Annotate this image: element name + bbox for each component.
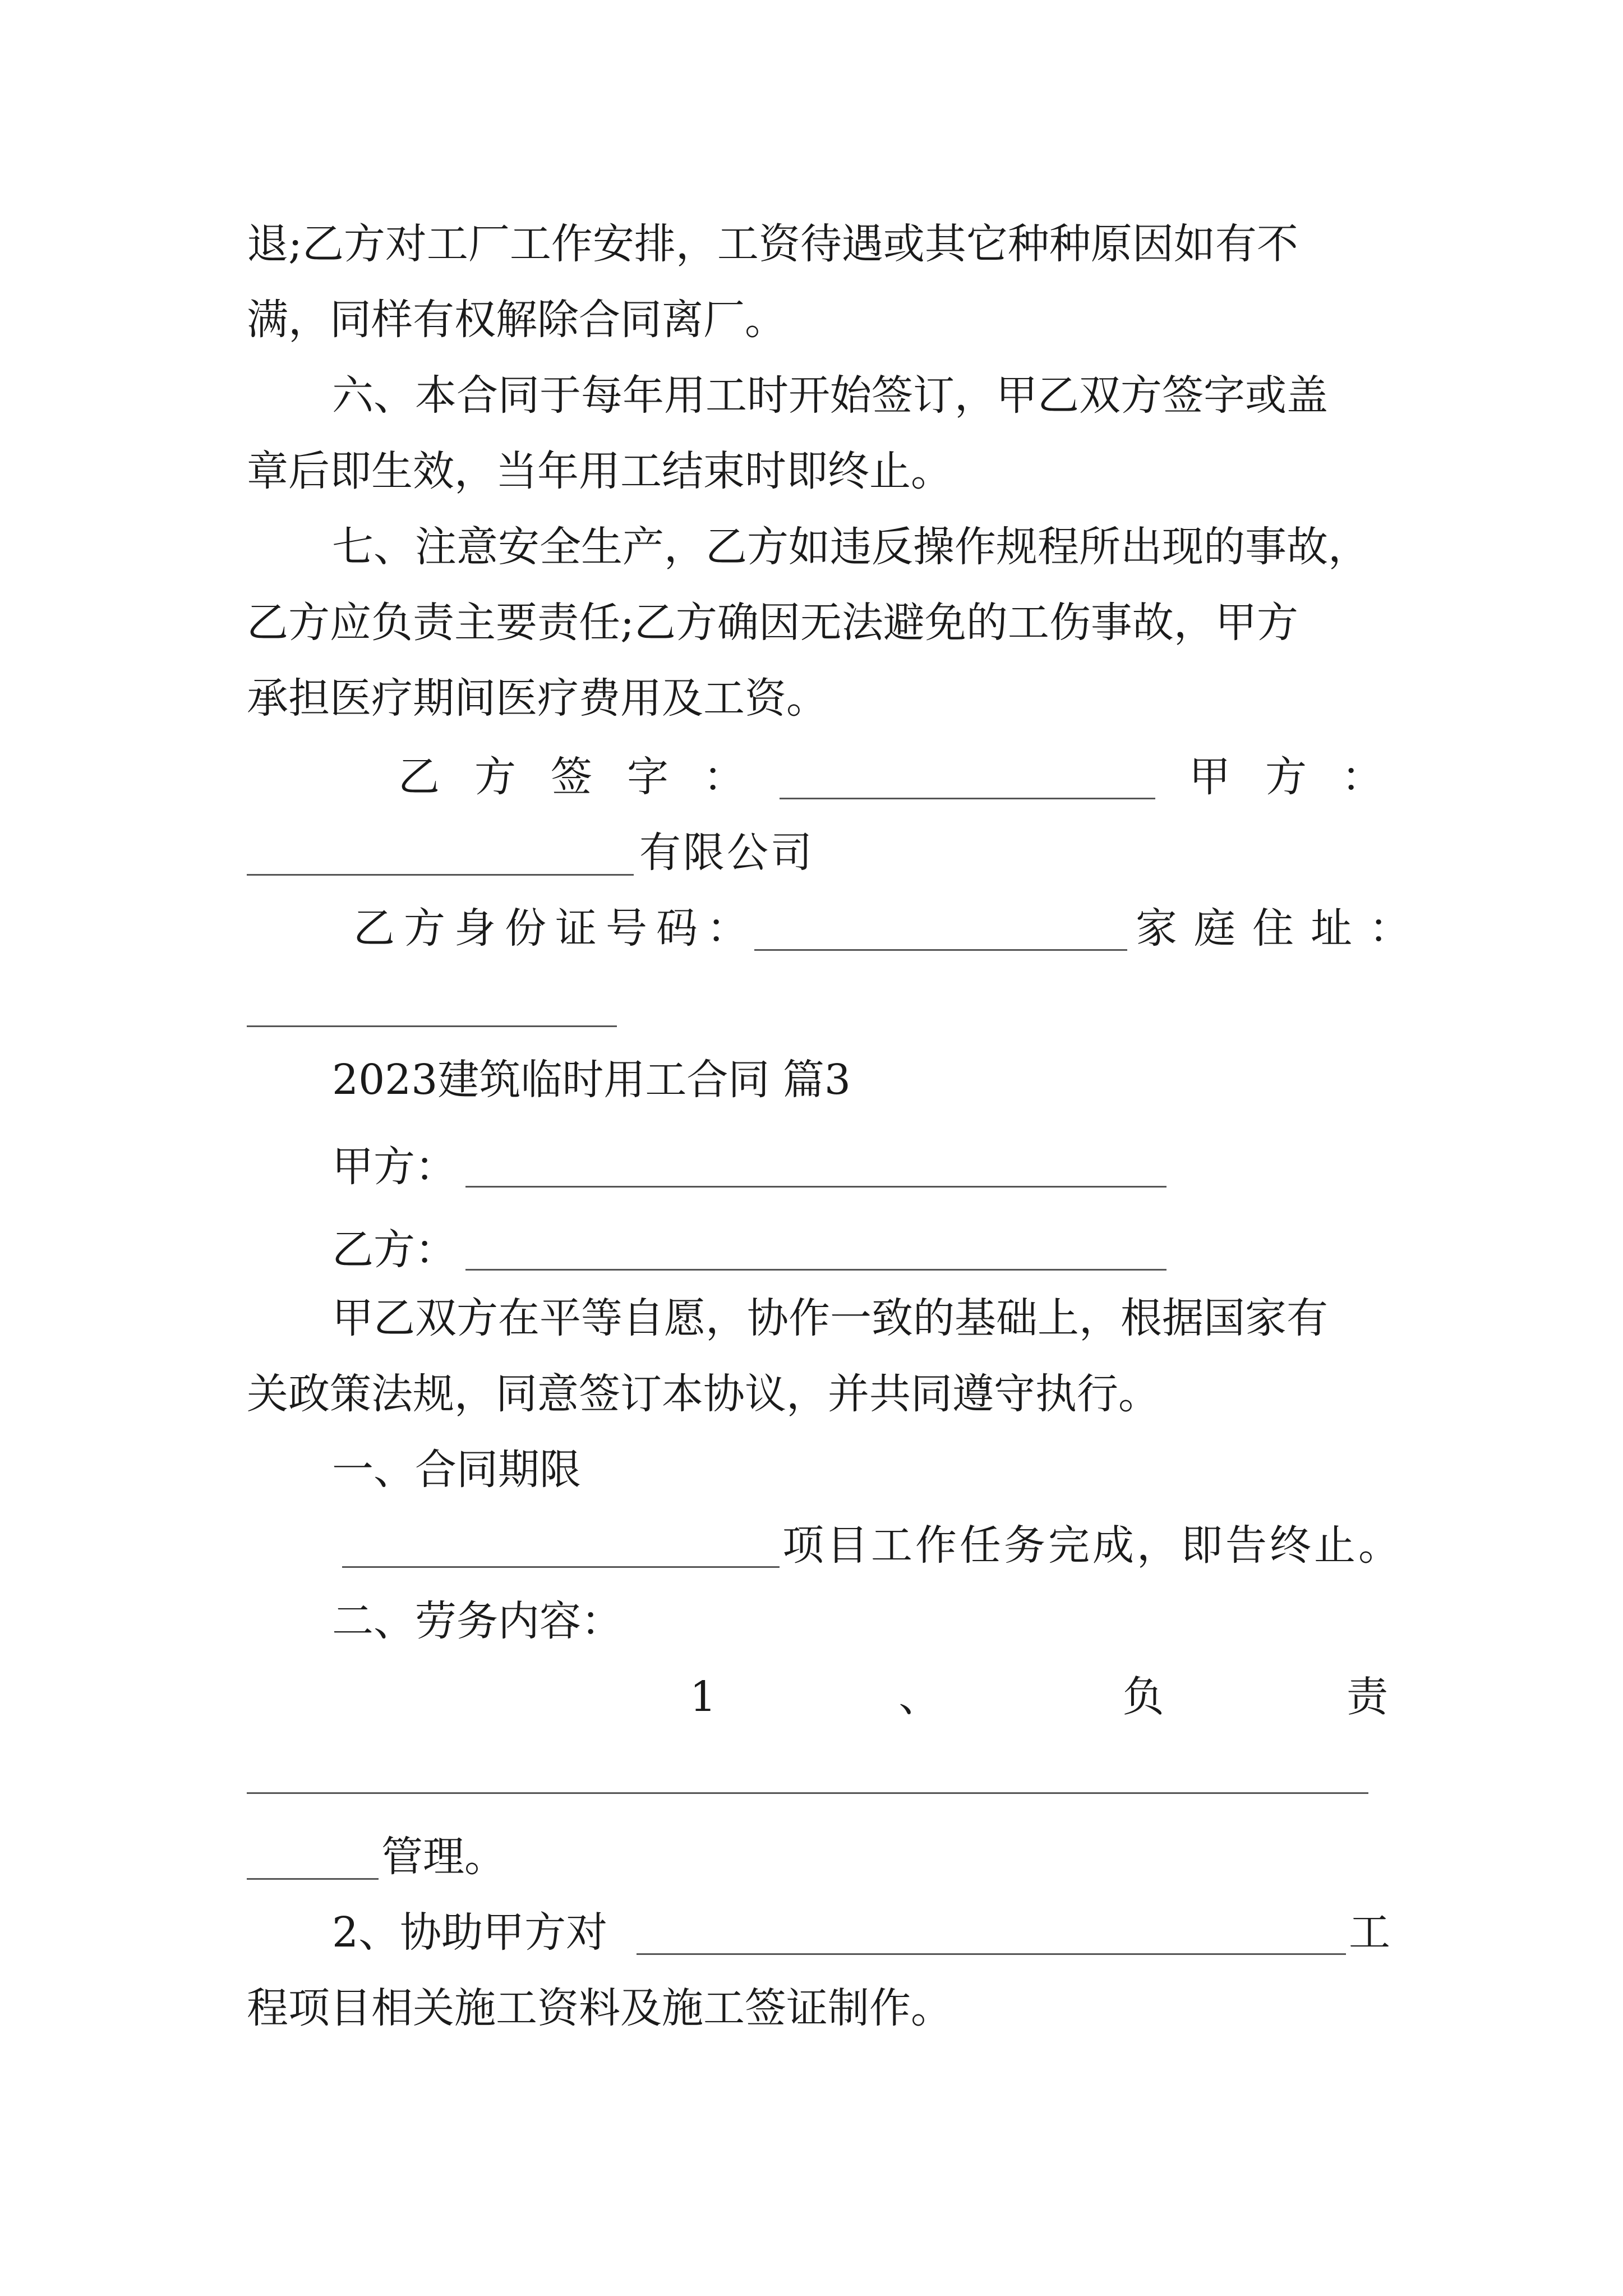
party-a-blank[interactable] [465,1186,1166,1188]
item-1-end: 管理。 [381,1833,506,1881]
address-blank[interactable] [247,1025,617,1027]
paragraph-line: 退;乙方对工厂工作安排，工资待遇或其它种种原因如有不 [247,220,1298,268]
item-1-word: 责 [1346,1673,1388,1721]
company-suffix: 有限公司 [639,829,814,877]
party-b-blank[interactable] [465,1269,1166,1271]
item-1-blank-long[interactable] [247,1792,1368,1794]
item-1-number: 1 [690,1673,717,1721]
sign-party-a-label: 甲方： [1189,753,1418,801]
item-1-blank-short[interactable] [247,1878,379,1880]
item-2-suffix: 工 [1349,1908,1390,1957]
company-name-blank[interactable] [247,874,634,876]
paragraph-line: 满，同样有权解除合同离厂。 [247,296,786,344]
id-number-blank[interactable] [754,949,1127,951]
clause-7-line: 承担医疗期间医疗费用及工资。 [247,674,828,723]
item-1-line [690,1669,1388,1725]
intro-line: 关政策法规，同意签订本协议，并共同遵守执行。 [247,1370,1160,1418]
sign-party-b-blank[interactable] [780,798,1155,799]
clause-6-line: 六、本合同于每年用工时开始签订，甲乙双方签字或盖 [332,371,1328,420]
item-2-line: 程项目相关施工资料及施工签证制作。 [247,1984,952,2032]
item-1-word: 负 [1122,1673,1164,1721]
sign-party-b-label: 乙方签字： [398,753,780,801]
section-2-title: 二、劳务内容： [332,1597,623,1645]
party-b-label: 乙方： [332,1226,457,1274]
section-1-text: 项目工作任务完成，即告终止。 [782,1521,1403,1570]
intro-line: 甲乙双方在平等自愿，协作一致的基础上，根据国家有 [332,1294,1328,1342]
address-label: 家庭住址： [1136,904,1427,953]
clause-7-line: 乙方应负责主要责任;乙方确因无法避免的工伤事故，甲方 [247,599,1298,647]
id-number-label: 乙方身份证号码： [353,904,757,953]
clause-6-line: 章后即生效，当年用工结束时即终止。 [247,447,952,495]
contract-term-blank[interactable] [342,1566,780,1568]
section-1-title: 一、合同期限 [332,1446,581,1494]
item-2-prefix: 2、协助甲方对 [332,1908,608,1957]
party-a-label: 甲方： [332,1143,457,1191]
item-2-blank[interactable] [637,1953,1346,1955]
contract-heading: 2023建筑临时用工合同 篇3 [332,1056,851,1104]
item-1-separator: 、 [898,1673,940,1721]
clause-7-line: 七、注意安全生产，乙方如违反操作规程所出现的事故， [332,523,1370,571]
